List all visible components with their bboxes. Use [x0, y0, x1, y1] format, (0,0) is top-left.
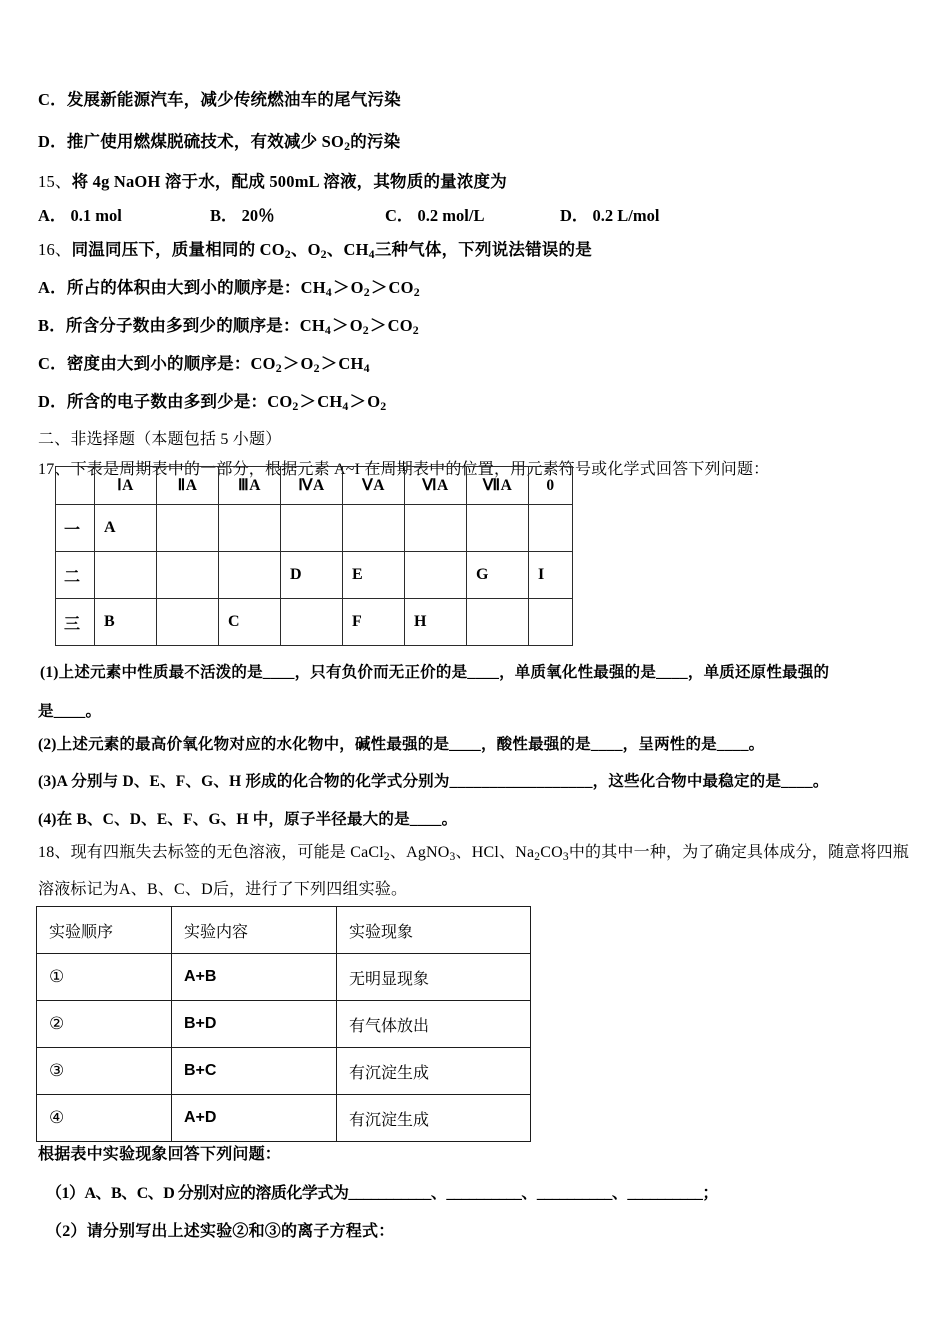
periodic-header-0: 0: [529, 467, 573, 505]
periodic-row-label-2: 二: [56, 552, 95, 599]
experiment-header-content: 实验内容: [172, 907, 337, 954]
q18-stem-l1-s4: 3: [562, 850, 569, 863]
periodic-cell-r2c5: E: [343, 552, 405, 599]
q18-lead: 根据表中实验现象回答下列问题：: [38, 1146, 282, 1163]
chemical-formula: $O_2$: [367, 392, 387, 413]
chemical-formula: $CH_4$: [317, 392, 349, 413]
q16-option-a-text: 所占的体积由大到小的顺序是：: [66, 278, 301, 297]
q16-stem-s1: 2: [284, 246, 291, 261]
comparison-operator: ＞: [332, 316, 349, 335]
comparison-operator: ＞: [370, 278, 388, 297]
comparison-operator: ＞: [332, 278, 350, 297]
periodic-cell-r3c2: [157, 599, 219, 646]
q16-option-c: [38, 354, 370, 374]
experiment-order-4: ④: [37, 1095, 172, 1142]
q17-stem-text: 下表是周期表中的一部分，根据元素 A~I 在周期表中的位置，用元素符号或化学式回答下列问题：: [70, 461, 770, 478]
comparison-operator: ＞: [282, 354, 300, 373]
formula-subscript: 2: [362, 322, 369, 337]
q16-stem-p3: 、CH: [326, 240, 369, 259]
periodic-cell-r2c4: D: [281, 552, 343, 599]
experiment-order-1: ①: [37, 954, 172, 1001]
periodic-table-header-row: [56, 467, 573, 505]
q16-option-b-formula: [300, 316, 419, 335]
periodic-cell-r2c1: [95, 552, 157, 599]
periodic-header-IIIA: ⅢA: [219, 467, 281, 505]
q16-option-d-formula: [267, 392, 386, 411]
q15-option-a-text: 0.1 mol: [70, 206, 122, 225]
q17-sub3: (3)A 分别与 D、E、F、G、H 形成的化合物的化学式分别为__________________，这些化合物中最稳定的是____。: [38, 773, 829, 790]
periodic-header-VIA: ⅥA: [405, 467, 467, 505]
periodic-table-row-3: [56, 599, 573, 646]
q16-stem-s3: 4: [368, 246, 375, 261]
q15-stem: [38, 172, 507, 192]
q15-option-b: [210, 202, 275, 226]
q18-stem-l1-p1: 现有四瓶失去标签的无色溶液，可能是 CaCl: [70, 844, 384, 861]
q18-stem-l1-s3: 2: [534, 850, 541, 863]
periodic-cell-r2c7: G: [467, 552, 529, 599]
periodic-header-VA: ⅤA: [343, 467, 405, 505]
periodic-cell-r3c5: F: [343, 599, 405, 646]
q16-option-a-formula: [301, 278, 420, 297]
q16-option-a-label: A．: [38, 278, 67, 297]
periodic-header-IA: ⅠA: [95, 467, 157, 505]
comparison-operator: ＞: [349, 392, 367, 411]
chemical-formula: $CH_4$: [300, 278, 332, 299]
formula-subscript: 2: [412, 322, 419, 337]
formula-subscript: 2: [313, 360, 320, 375]
q18-stem-l1-p2: 、AgNO: [389, 844, 450, 861]
formula-subscript: 4: [363, 360, 370, 375]
comparison-operator: ＞: [299, 392, 317, 411]
formula-subscript: 2: [413, 284, 420, 299]
periodic-header-IVA: ⅣA: [281, 467, 343, 505]
q14-option-d-suffix: 的污染: [350, 132, 401, 151]
periodic-cell-r1c3: [219, 505, 281, 552]
q14-option-d: [38, 132, 400, 152]
q16-option-d-label: D．: [38, 392, 67, 411]
chemical-formula: $CO_2$: [267, 392, 299, 413]
experiment-content-4: A+D: [172, 1095, 337, 1142]
q16-option-b-label: B．: [38, 316, 66, 335]
q15-number: 15、: [38, 172, 72, 191]
formula-subscript: 4: [324, 322, 332, 337]
q16-stem-p2: 、O: [290, 240, 321, 259]
q16-number: 16、: [38, 240, 72, 259]
periodic-cell-r3c7: [467, 599, 529, 646]
q17-sub4: (4)在 B、C、D、E、F、G、H 中，原子半径最大的是____。: [38, 811, 458, 828]
formula-subscript: 2: [380, 398, 387, 413]
q16-option-c-text: 密度由大到小的顺序是：: [66, 354, 251, 373]
q17-sub1-line1: (1)上述元素中性质最不活泼的是____，只有负价而无正价的是____，单质氧化性最强的是____，单质还原性最强的: [40, 664, 830, 681]
q16-option-a: [38, 278, 420, 298]
periodic-table: [55, 466, 573, 646]
experiment-order-3: ③: [37, 1048, 172, 1095]
periodic-cell-r3c1: B: [95, 599, 157, 646]
q16-option-c-label: C．: [38, 354, 67, 373]
experiment-order-2: ②: [37, 1001, 172, 1048]
q15-option-a: [38, 202, 122, 226]
q18-stem-l1-s1: 2: [383, 850, 390, 863]
periodic-cell-r3c3: C: [219, 599, 281, 646]
experiment-table: [36, 906, 531, 1142]
chemical-formula: $CH_4$: [338, 354, 370, 375]
q15-option-b-text: 20％: [241, 206, 275, 225]
chemical-formula: $CO_2$: [387, 316, 419, 337]
q18-sub2: （2）请分别写出上述实验②和③的离子方程式：: [46, 1223, 395, 1240]
periodic-cell-r2c2: [157, 552, 219, 599]
table-row: [37, 954, 531, 1001]
experiment-phenomenon-3: 有沉淀生成: [337, 1048, 531, 1095]
formula-subscript: 4: [342, 398, 349, 413]
formula-subscript: 4: [325, 284, 332, 299]
chemical-formula: $CO_2$: [250, 354, 282, 375]
q15-option-d: [560, 202, 659, 226]
q18-stem-line1: [38, 843, 909, 863]
experiment-phenomenon-2: 有气体放出: [337, 1001, 531, 1048]
periodic-cell-r1c6: [405, 505, 467, 552]
q18-sub1: （1）A、B、C、D 分别对应的溶质化学式为___________、__________、__________、__________；: [46, 1185, 718, 1202]
experiment-content-2: B+D: [172, 1001, 337, 1048]
experiment-header-phenomenon: 实验现象: [337, 907, 531, 954]
periodic-table-row-1: [56, 505, 573, 552]
table-row: [37, 1001, 531, 1048]
q18-number: 18、: [38, 844, 71, 861]
periodic-cell-r3c6: H: [405, 599, 467, 646]
chemical-formula: $CH_4$: [299, 316, 332, 337]
comparison-operator: ＞: [369, 316, 387, 335]
q15-option-a-label: A．: [38, 206, 67, 225]
periodic-cell-r1c5: [343, 505, 405, 552]
chemical-formula: $O_2$: [349, 316, 369, 337]
q15-option-d-label: D．: [560, 206, 589, 225]
q16-option-c-formula: [251, 354, 370, 373]
q14-option-d-sub: 2: [344, 138, 351, 153]
experiment-content-3: B+C: [172, 1048, 337, 1095]
q16-stem: [38, 240, 592, 260]
q14-option-c: C．发展新能源汽车，减少传统燃油车的尾气污染: [38, 90, 401, 109]
periodic-cell-r2c3: [219, 552, 281, 599]
periodic-row-label-3: 三: [56, 599, 95, 646]
periodic-cell-r1c8: [529, 505, 573, 552]
periodic-row-label-1: 一: [56, 505, 95, 552]
periodic-cell-r1c7: [467, 505, 529, 552]
experiment-table-header-row: [37, 907, 531, 954]
q17-sub1-line2: 是____。: [38, 703, 102, 720]
periodic-header-corner: [56, 467, 95, 505]
chemical-formula: $O_2$: [300, 354, 320, 375]
periodic-cell-r1c4: [281, 505, 343, 552]
q15-option-c: [385, 202, 484, 226]
chemical-formula: $O_2$: [350, 278, 370, 299]
chemical-formula: $CO_2$: [388, 278, 420, 299]
table-row: [37, 1048, 531, 1095]
q16-option-b: [38, 316, 419, 336]
q17-number: 17、: [38, 461, 71, 478]
experiment-content-1: A+B: [172, 954, 337, 1001]
q16-stem-s2: 2: [320, 246, 327, 261]
q14-option-d-prefix: D．推广使用燃煤脱硫技术，有效减少 SO: [38, 132, 345, 151]
table-row: [37, 1095, 531, 1142]
periodic-table-row-2: [56, 552, 573, 599]
periodic-cell-r1c2: [157, 505, 219, 552]
section-2-heading: 二、非选择题（本题包括 5 小题）: [38, 431, 282, 448]
experiment-header-order: 实验顺序: [37, 907, 172, 954]
q16-stem-p4: 三种气体，下列说法错误的是: [374, 240, 592, 259]
q15-option-b-label: B．: [210, 206, 238, 225]
q15-option-c-text: 0.2 mol/L: [417, 206, 485, 225]
q18-stem-l1-p3: 、HCl、Na: [455, 844, 535, 861]
q16-stem-p1: 同温同压下，质量相同的 CO: [71, 240, 285, 259]
periodic-cell-r2c8: I: [529, 552, 573, 599]
periodic-cell-r2c6: [405, 552, 467, 599]
formula-subscript: 2: [363, 284, 370, 299]
q16-option-b-text: 所含分子数由多到少的顺序是：: [65, 316, 300, 335]
periodic-header-IIA: ⅡA: [157, 467, 219, 505]
q18-stem-l1-p4: CO: [540, 844, 563, 861]
q18-stem-l1-s2: 3: [449, 850, 456, 863]
q17-sub2: (2)上述元素的最高价氧化物对应的水化物中，碱性最强的是____，酸性最强的是____，呈两性的是____。: [38, 736, 765, 753]
experiment-phenomenon-4: 有沉淀生成: [337, 1095, 531, 1142]
experiment-phenomenon-1: 无明显现象: [337, 954, 531, 1001]
q16-option-d: [38, 392, 386, 412]
periodic-cell-r1c1: A: [95, 505, 157, 552]
periodic-header-VIIA: ⅦA: [467, 467, 529, 505]
q18-stem-l1-p5: 中的其中一种，为了确定具体成分，随意将四瓶: [568, 844, 910, 861]
q18-stem-line2: 溶液标记为A、B、C、D后，进行了下列四组实验。: [38, 881, 408, 898]
periodic-cell-r3c4: [281, 599, 343, 646]
comparison-operator: ＞: [320, 354, 338, 373]
q16-option-d-text: 所含的电子数由多到少是：: [66, 392, 268, 411]
formula-subscript: 2: [292, 398, 299, 413]
formula-subscript: 2: [275, 360, 282, 375]
q15-options: [38, 202, 938, 224]
q15-option-c-label: C．: [385, 206, 414, 225]
q15-option-d-text: 0.2 L/mol: [592, 206, 660, 225]
q15-stem-text: 将 4g NaOH 溶于水，配成 500mL 溶液，其物质的量浓度为: [71, 172, 507, 191]
periodic-cell-r3c8: [529, 599, 573, 646]
